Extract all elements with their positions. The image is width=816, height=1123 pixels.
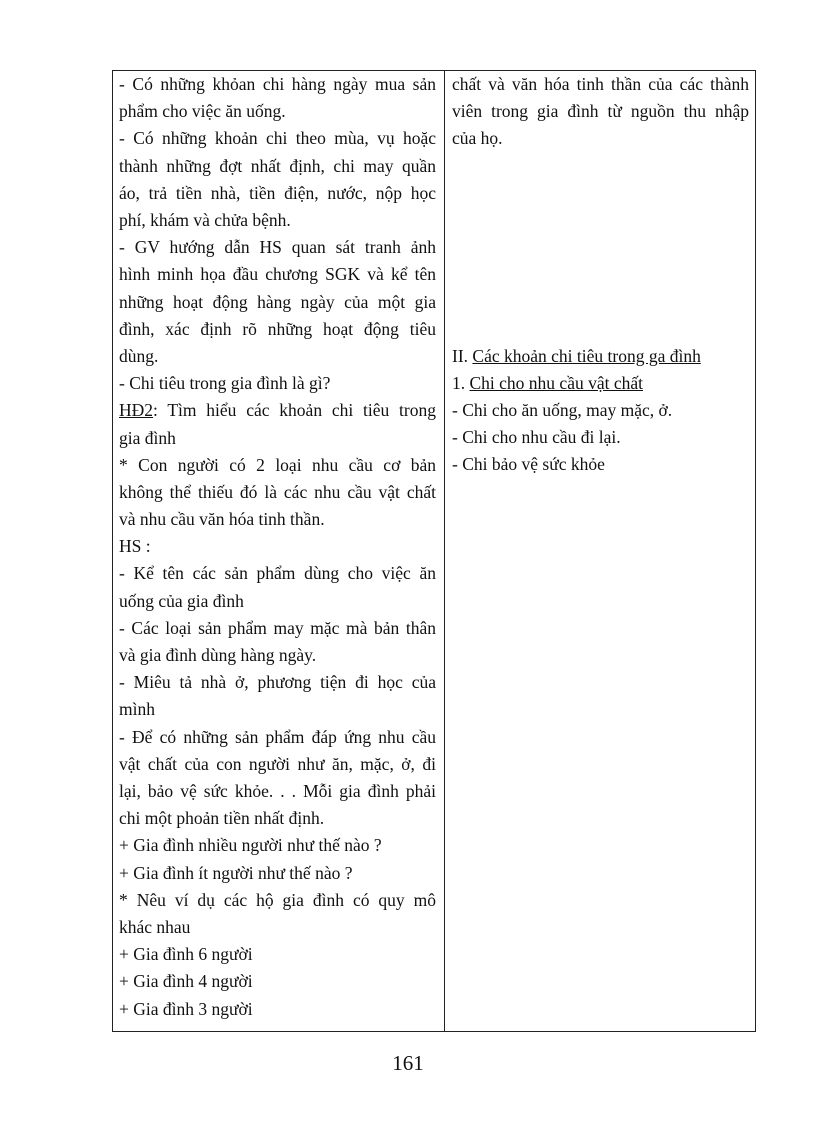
text-line: - Chi tiêu trong gia đình là gì?: [119, 373, 331, 394]
text-line: của họ.: [452, 128, 503, 149]
text-line: phẩm cho việc ăn uống.: [119, 101, 286, 122]
text-line: không thể thiếu đó là các nhu cầu vật chất: [119, 481, 436, 502]
text-line: và nhu cầu văn hóa tinh thần.: [119, 509, 325, 530]
text-line: chất và văn hóa tinh thần của các thành: [452, 74, 749, 94]
text-line: + Gia đình 6 người: [119, 944, 253, 965]
text-line: * Con người có 2 loại nhu cầu cơ bản: [119, 454, 436, 475]
text-line: HS :: [119, 536, 151, 557]
text-line: dùng.: [119, 345, 159, 366]
text-line: viên trong gia đình từ nguồn thu nhập: [452, 101, 749, 122]
activity-label: HĐ2: [119, 400, 154, 421]
text-line: - Kể tên các sản phẩm dùng cho việc ăn: [119, 563, 436, 584]
text-line: phí, khám và chửa bệnh.: [119, 209, 291, 230]
section-heading: II. Các khoản chi tiêu trong ga đình: [452, 345, 701, 366]
text-line: hình minh họa đầu chương SGK và kể tên: [119, 264, 436, 285]
text-line: khác nhau: [119, 917, 191, 938]
text-line: - Có những khỏan chi hàng ngày mua sản: [119, 74, 436, 94]
text-line: thành những đợt nhất định, chi may quần: [119, 155, 436, 176]
text-line: - Có những khoản chi theo mùa, vụ hoặc: [119, 128, 436, 149]
expense-item: - Chi bảo vệ sức khỏe: [452, 454, 605, 475]
text-line: uống của gia đình: [119, 590, 244, 611]
lesson-content-column: [445, 71, 755, 1031]
text-line: mình: [119, 699, 155, 720]
text-line: chi một phoản tiền nhất định.: [119, 808, 325, 829]
text-line: HĐ2: Tìm hiểu các khoản chi tiêu trong: [119, 400, 436, 421]
text-line: + Gia đình nhiều người như thế nào ?: [119, 835, 382, 856]
text-line: lại, bảo vệ sức khỏe. . . Mỗi gia đình phải: [119, 781, 436, 802]
text-line: * Nêu ví dụ các hộ gia đình có quy mô: [119, 889, 436, 910]
teacher-student-activities-column: [113, 71, 445, 1031]
text-line: + Gia đình 4 người: [119, 971, 253, 992]
text-line: vật chất của con người như ăn, mặc, ở, đi: [119, 753, 436, 774]
text-line: gia đình: [119, 427, 176, 448]
text-line: - Để có những sản phẩm đáp ứng nhu cầu: [119, 726, 436, 747]
text-line: - Miêu tả nhà ở, phương tiện đi học của: [119, 672, 436, 693]
text-line: - GV hướng dẫn HS quan sát tranh ảnh: [119, 237, 436, 258]
page-number: 161: [392, 1051, 424, 1075]
subsection-heading: 1. Chi cho nhu cầu vật chất: [452, 372, 643, 393]
text-line: áo, trả tiền nhà, tiền điện, nước, nộp học: [119, 182, 436, 203]
text-line: + Gia đình ít người như thế nào ?: [119, 862, 353, 883]
text-line: đình, xác định rõ những hoạt động tiêu: [119, 318, 436, 339]
text-line: những hoạt động hàng ngày của một gia: [119, 291, 436, 312]
text-line: + Gia đình 3 người: [119, 998, 253, 1019]
text-line: - Các loại sản phẩm may mặc mà bản thân: [119, 617, 436, 638]
content-table: [112, 70, 756, 1032]
expense-item: - Chi cho nhu cầu đi lại.: [452, 427, 621, 448]
expense-item: - Chi cho ăn uống, may mặc, ở.: [452, 399, 673, 420]
text-line: và gia đình dùng hàng ngày.: [119, 645, 317, 666]
